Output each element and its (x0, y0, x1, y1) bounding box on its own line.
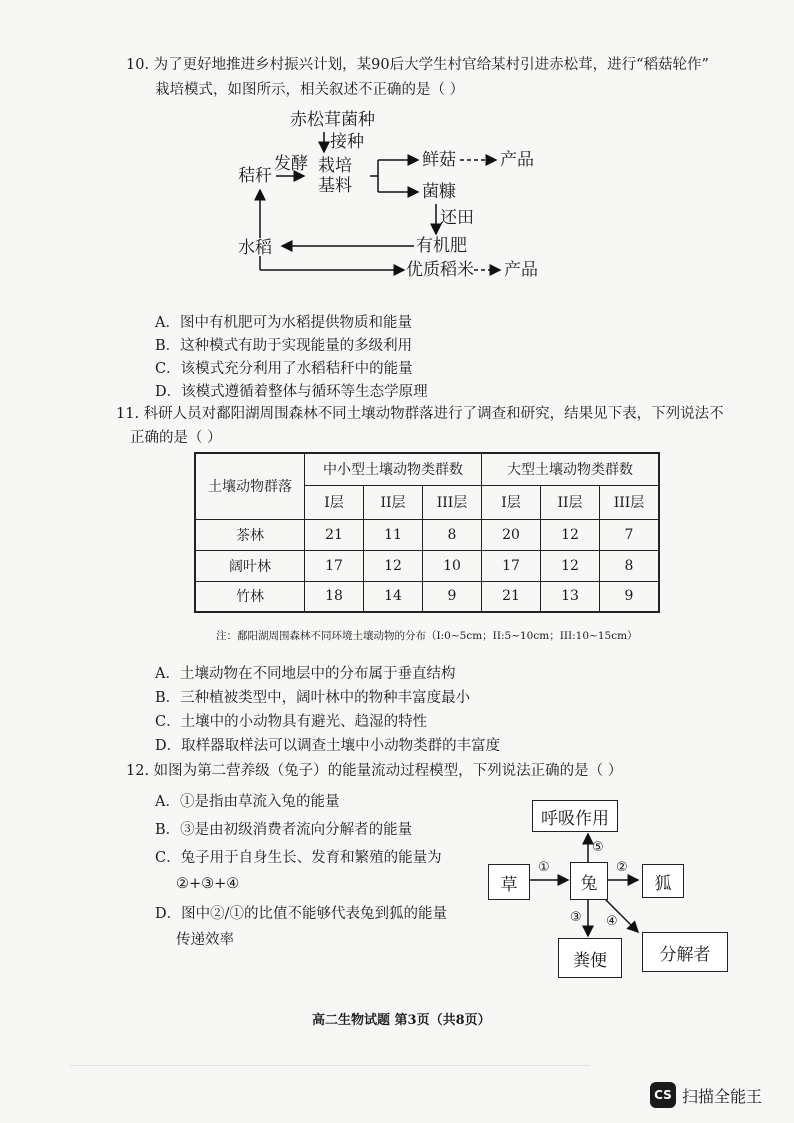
table-cell: 茶林 (195, 519, 305, 550)
table-col-header: II层 (541, 485, 600, 519)
table-cell: 17 (482, 550, 541, 581)
q11-stem-line2: 正确的是（ ） (130, 430, 222, 446)
fresh-mushroom-label: 鲜菇 (422, 150, 456, 170)
arrow-label-4: ④ (606, 914, 618, 929)
quality-rice-label: 优质稻米 (406, 260, 474, 280)
table-cell: 21 (305, 519, 364, 550)
rice-label: 水稻 (238, 238, 272, 258)
q12-option-b: B．③是由初级消费者流向分解者的能量 (155, 822, 413, 838)
straw-label: 秸秆 (238, 166, 272, 186)
table-cell: 12 (364, 550, 423, 581)
table-cell: 13 (541, 581, 600, 612)
q11-option-b: B．三种植被类型中，阔叶林中的物种丰富度最小 (155, 690, 471, 706)
table-col-header: III层 (423, 485, 482, 519)
page-footer: 高二生物试题 第3页（共8页） (312, 1013, 491, 1028)
q12-option-a: A．①是指由草流入兔的能量 (155, 794, 340, 810)
table-cell: 12 (541, 550, 600, 581)
fungus-label: 赤松茸菌种 (290, 110, 375, 130)
arrow-label-2: ② (616, 860, 628, 875)
table-row (195, 550, 659, 581)
rice-mushroom-flow-diagram (228, 108, 558, 288)
table-cell: 20 (482, 519, 541, 550)
table-cell: 阔叶林 (195, 550, 305, 581)
product-label-2: 产品 (504, 260, 538, 280)
table-group-large: 大型土壤动物类群数 (482, 453, 660, 485)
table-group-small-medium: 中小型土壤动物类群数 (305, 453, 482, 485)
table-note: 注：鄱阳湖周围森林不同环境土壤动物的分布（I:0~5cm；II:5~10cm；III:10~15cm） (216, 630, 638, 642)
table-cell: 11 (364, 519, 423, 550)
scanner-watermark (650, 1082, 762, 1108)
q12-option-c: C．兔子用于自身生长、发育和繁殖的能量为 (155, 850, 442, 866)
table-row (195, 581, 659, 612)
q12-option-d-cont: 传递效率 (176, 932, 234, 948)
arrow-label-5: ⑤ (592, 840, 604, 855)
energy-flow-diagram (486, 794, 734, 982)
table-cell: 9 (600, 581, 660, 612)
soil-animal-table (194, 452, 660, 613)
table-row-header: 土壤动物群落 (195, 453, 305, 519)
q10-option-d: D．该模式遵循着整体与循环等生态学原理 (155, 384, 428, 400)
inoculate-label: 接种 (330, 132, 364, 152)
q11-option-c: C．土壤中的小动物具有避光、趋湿的特性 (155, 714, 428, 730)
decomposer-box: 分解者 (642, 932, 728, 972)
q11-option-a: A．土壤动物在不同地层中的分布属于垂直结构 (155, 666, 456, 682)
fox-box: 狐 (642, 864, 684, 898)
q12-option-c-cont: ②+③+④ (176, 876, 240, 892)
table-col-header: III层 (600, 485, 660, 519)
arrow-label-3: ③ (570, 910, 582, 925)
q12-option-d: D．图中②/①的比值不能够代表兔到狐的能量 (155, 906, 448, 922)
table-col-header: I层 (482, 485, 541, 519)
table-cell: 21 (482, 581, 541, 612)
arrow-label-1: ① (538, 860, 550, 875)
q10-option-a: A．图中有机肥可为水稻提供物质和能量 (155, 315, 412, 331)
table-cell: 7 (600, 519, 660, 550)
table-cell: 18 (305, 581, 364, 612)
table-col-header: I层 (305, 485, 364, 519)
rabbit-box: 兔 (570, 862, 608, 900)
table-cell: 14 (364, 581, 423, 612)
q10-option-b: B．这种模式有助于实现能量的多级利用 (155, 338, 413, 354)
respiration-box: 呼吸作用 (532, 800, 618, 832)
table-cell: 17 (305, 550, 364, 581)
table-cell: 竹林 (195, 581, 305, 612)
mushroom-residue-label: 菌糠 (422, 182, 456, 202)
organic-fertilizer-label: 有机肥 (416, 236, 467, 256)
table-cell: 8 (423, 519, 482, 550)
camscanner-logo-icon: CS (650, 1082, 676, 1108)
table-cell: 10 (423, 550, 482, 581)
q11-stem-line1: 11. 科研人员对鄱阳湖周围森林不同土壤动物群落进行了调查和研究，结果见下表，下列说法不 (116, 406, 724, 422)
feces-box: 粪便 (558, 938, 622, 978)
q10-option-c: C．该模式充分利用了水稻秸秆中的能量 (155, 361, 413, 377)
watermark-text: 扫描全能王 (682, 1086, 763, 1106)
ferment-label: 发酵 (274, 154, 308, 174)
q12-stem: 12. 如图为第二营养级（兔子）的能量流动过程模型，下列说法正确的是（ ） (126, 763, 623, 779)
table-row (195, 519, 659, 550)
table-cell: 8 (600, 550, 660, 581)
table-cell: 12 (541, 519, 600, 550)
return-field-label: 还田 (440, 208, 474, 228)
divider (70, 1065, 590, 1066)
q11-option-d: D．取样器取样法可以调查土壤中小动物类群的丰富度 (155, 738, 501, 754)
q10-stem-line1: 10. 为了更好地推进乡村振兴计划，某90后大学生村官给某村引进赤松茸，进行“稻菇轮作” (126, 57, 709, 73)
table-cell: 9 (423, 581, 482, 612)
grass-box: 草 (488, 864, 530, 900)
table-col-header: II层 (364, 485, 423, 519)
base-label-2: 基料 (318, 176, 352, 196)
q10-stem-line2: 栽培模式，如图所示，相关叙述不正确的是（ ） (155, 82, 465, 98)
product-label-1: 产品 (500, 150, 534, 170)
base-label-1: 栽培 (318, 156, 352, 176)
